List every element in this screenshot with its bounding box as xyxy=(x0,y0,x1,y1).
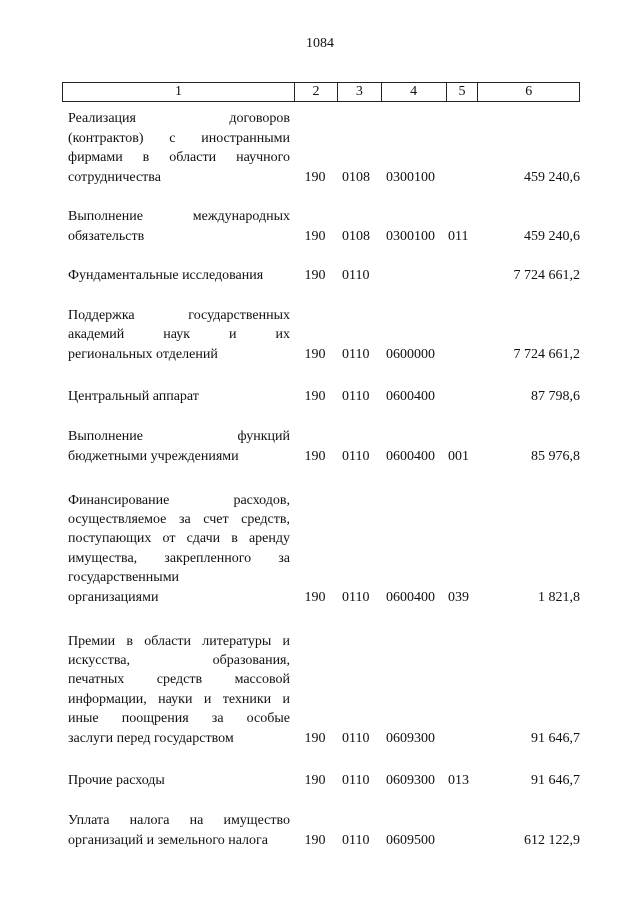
table-row xyxy=(62,491,580,607)
row-description xyxy=(62,306,290,364)
header-col-1: 1 xyxy=(63,83,295,101)
row-description xyxy=(62,491,290,607)
col-6-value: 459 240,6 xyxy=(524,228,580,244)
col-6-value: 91 646,7 xyxy=(531,730,580,746)
description-line: иные поощрения за особые xyxy=(68,711,290,727)
description-line: Премии в области литературы и xyxy=(68,633,290,649)
description-line: поступающих от сдачи в аренду xyxy=(68,531,290,547)
table-header xyxy=(62,82,580,102)
description-line: Выполнение функций xyxy=(68,429,290,445)
table-row xyxy=(62,427,580,466)
col-3-value: 0110 xyxy=(342,346,370,362)
col-6-value: 459 240,6 xyxy=(524,169,580,185)
col-3-value: 0108 xyxy=(342,169,370,185)
description-line: Поддержка государственных xyxy=(68,307,290,323)
description-line: Центральный аппарат xyxy=(68,388,199,404)
col-4-value: 0600400 xyxy=(386,589,435,605)
col-2-value: 190 xyxy=(304,832,326,848)
col-4-value: 0609500 xyxy=(386,832,435,848)
col-2-value: 190 xyxy=(304,589,326,605)
table-row xyxy=(62,632,580,748)
description-line: Реализация договоров xyxy=(68,111,290,127)
col-2-value: 190 xyxy=(304,228,326,244)
description-line: Финансирование расходов, xyxy=(68,492,290,508)
row-description xyxy=(62,632,290,748)
description-line: искусства, образования, xyxy=(68,652,290,668)
col-2-value: 190 xyxy=(304,388,326,404)
col-3-value: 0110 xyxy=(342,448,370,464)
table-row xyxy=(62,771,580,790)
col-2-value: 190 xyxy=(304,448,326,464)
description-line: государственными xyxy=(68,570,180,586)
col-4-value: 0609300 xyxy=(386,772,435,788)
table-row xyxy=(62,387,580,406)
col-6-value: 85 976,8 xyxy=(531,448,580,464)
description-line: (контрактов) с иностранными xyxy=(68,130,290,146)
page-number: 1084 xyxy=(306,36,334,51)
table-row xyxy=(62,109,580,187)
header-col-5: 5 xyxy=(447,83,479,101)
description-line: осуществляемое за счет средств, xyxy=(68,511,290,527)
col-2-value: 190 xyxy=(304,346,326,362)
description-line: обязательств xyxy=(68,228,145,244)
col-3-value: 0110 xyxy=(342,772,370,788)
row-description xyxy=(62,387,290,406)
description-line: информации, науки и техники и xyxy=(68,691,290,707)
col-6-value: 7 724 661,2 xyxy=(513,346,580,362)
col-4-value: 0300100 xyxy=(386,228,435,244)
description-line: организациями xyxy=(68,589,159,605)
header-col-4: 4 xyxy=(382,83,447,101)
col-6-value: 91 646,7 xyxy=(531,772,580,788)
description-line: фирмами в области научного xyxy=(68,150,290,166)
col-5-value: 039 xyxy=(448,589,469,605)
table-row xyxy=(62,306,580,364)
header-col-6: 6 xyxy=(525,84,533,99)
col-5-value: 001 xyxy=(448,448,469,464)
col-6-value: 612 122,9 xyxy=(524,832,580,848)
description-line: сотрудничества xyxy=(68,169,161,185)
col-6-value: 1 821,8 xyxy=(538,589,580,605)
description-line: Уплата налога на имущество xyxy=(68,813,290,829)
col-4-value: 0600000 xyxy=(386,346,435,362)
col-5-value: 011 xyxy=(448,228,469,244)
col-2-value: 190 xyxy=(304,169,326,185)
col-5-value: 013 xyxy=(448,772,469,788)
row-description xyxy=(62,427,290,466)
col-6-value: 87 798,6 xyxy=(531,388,580,404)
row-description xyxy=(62,811,290,850)
description-line: имущества, закрепленного за xyxy=(68,550,290,566)
col-6-value: 7 724 661,2 xyxy=(513,267,580,283)
col-4-value: 0600400 xyxy=(386,388,435,404)
col-2-value: 190 xyxy=(304,730,326,746)
description-line: Выполнение международных xyxy=(68,209,290,225)
table-row xyxy=(62,207,580,246)
description-line: региональных отделений xyxy=(68,346,218,362)
table-row xyxy=(62,811,580,850)
col-3-value: 0108 xyxy=(342,228,370,244)
description-line: Фундаментальные исследования xyxy=(68,267,264,283)
description-line: академий наук и их xyxy=(68,327,290,343)
col-2-value: 190 xyxy=(304,267,326,283)
header-col-3: 3 xyxy=(338,83,382,101)
description-line: заслуги перед государством xyxy=(68,730,234,746)
col-3-value: 0110 xyxy=(342,589,370,605)
description-line: печатных средств массовой xyxy=(68,672,290,688)
col-3-value: 0110 xyxy=(342,267,370,283)
row-description xyxy=(62,207,290,246)
row-description xyxy=(62,266,290,285)
description-line: Прочие расходы xyxy=(68,772,165,788)
col-3-value: 0110 xyxy=(342,730,370,746)
row-description xyxy=(62,771,290,790)
col-4-value: 0600400 xyxy=(386,448,435,464)
col-4-value: 0609300 xyxy=(386,730,435,746)
description-line: бюджетными учреждениями xyxy=(68,448,239,464)
header-col-2: 2 xyxy=(295,83,338,101)
col-3-value: 0110 xyxy=(342,388,370,404)
col-2-value: 190 xyxy=(304,772,326,788)
row-description xyxy=(62,109,290,187)
description-line: организаций и земельного налога xyxy=(68,832,268,848)
table-row xyxy=(62,266,580,285)
col-4-value: 0300100 xyxy=(386,169,435,185)
col-3-value: 0110 xyxy=(342,832,370,848)
